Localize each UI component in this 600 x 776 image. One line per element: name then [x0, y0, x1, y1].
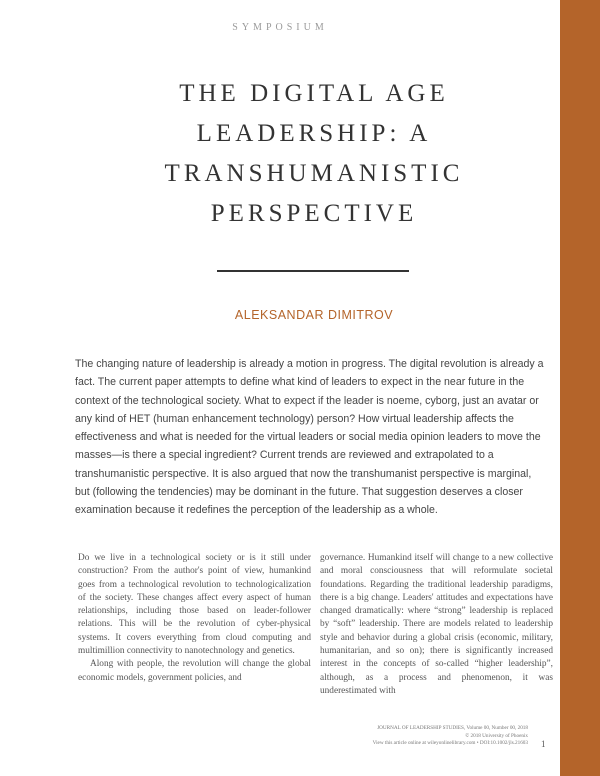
body-column-left — [78, 552, 311, 685]
section-label: SYMPOSIUM — [232, 22, 328, 33]
article-title — [0, 74, 600, 234]
body-paragraph: Along with people, the revolution will change the global economic models, government policies, and — [78, 659, 311, 683]
page-number: 1 — [541, 739, 546, 749]
title-line: PERSPECTIVE — [210, 200, 418, 227]
body-column-right — [320, 552, 553, 698]
journal-citation: JOURNAL OF LEADERSHIP STUDIES, Volume 00, Number 00, 2018 — [377, 725, 528, 731]
author-name: ALEKSANDAR DIMITROV — [234, 308, 394, 322]
journal-footer — [300, 725, 528, 748]
title-line: THE DIGITAL AGE — [179, 80, 449, 107]
body-paragraph: Do we live in a technological society or is it still under construction? From the author's point of view, humankind goes from a technological revolution to technologicalization of the society. These changes affect every aspect of human relationships, including those based on leader-follower relations. This will be the revolution of cyber-physical systems. It covers everything from cloud computing and multimillion connectivity to nanotechnology and genetics. — [78, 553, 311, 657]
title-line: TRANSHUMANISTIC — [164, 160, 464, 187]
abstract: The changing nature of leadership is already a motion in progress. The digital revolution is already a fact. The current paper attempts to define what kind of leaders to expect in the near future in the context of the technological society. What to expect if the leader is noeme, cyborg, just an avatar or any kind of HET (human enhancement technology) person? How virtual leadership affects the effectiveness and what is needed for the virtual leaders or social media opinion leaders to move the masses—is there a special ingredient? Current trends are reviewed and extrapolated to a transhumanistic perspective. It is also argued that now the transhumanist perspective is marginal, but (following the tendencies) may be dominant in the future. That suggestion deserves a closer examination because it redefines the perception of the leadership as a whole. — [75, 358, 544, 517]
title-line: LEADERSHIP: A — [196, 120, 432, 147]
body-paragraph: governance. Humankind itself will change to a new collective and moral consciousness that will reformulate societal foundations. Regarding the traditional leadership paradigms, there is a big change. Leaders' attitudes and expectations have changed dramatically: where “strong” leadership is replaced by “soft” leadership. There are models related to leadership style and behavior during a global crisis (economic, military, humanitarian, and so on); there is significantly increased interest in the concepts of so-called “higher leadership”, although, as a process and phenomenon, it was underestimated with — [320, 553, 553, 696]
copyright-notice: © 2018 University of Phoenix — [465, 732, 528, 739]
title-divider — [217, 270, 409, 272]
online-doi: View this article online at wileyonlinelibrary.com • DOI:10.1002/jls.21603 — [372, 740, 528, 747]
